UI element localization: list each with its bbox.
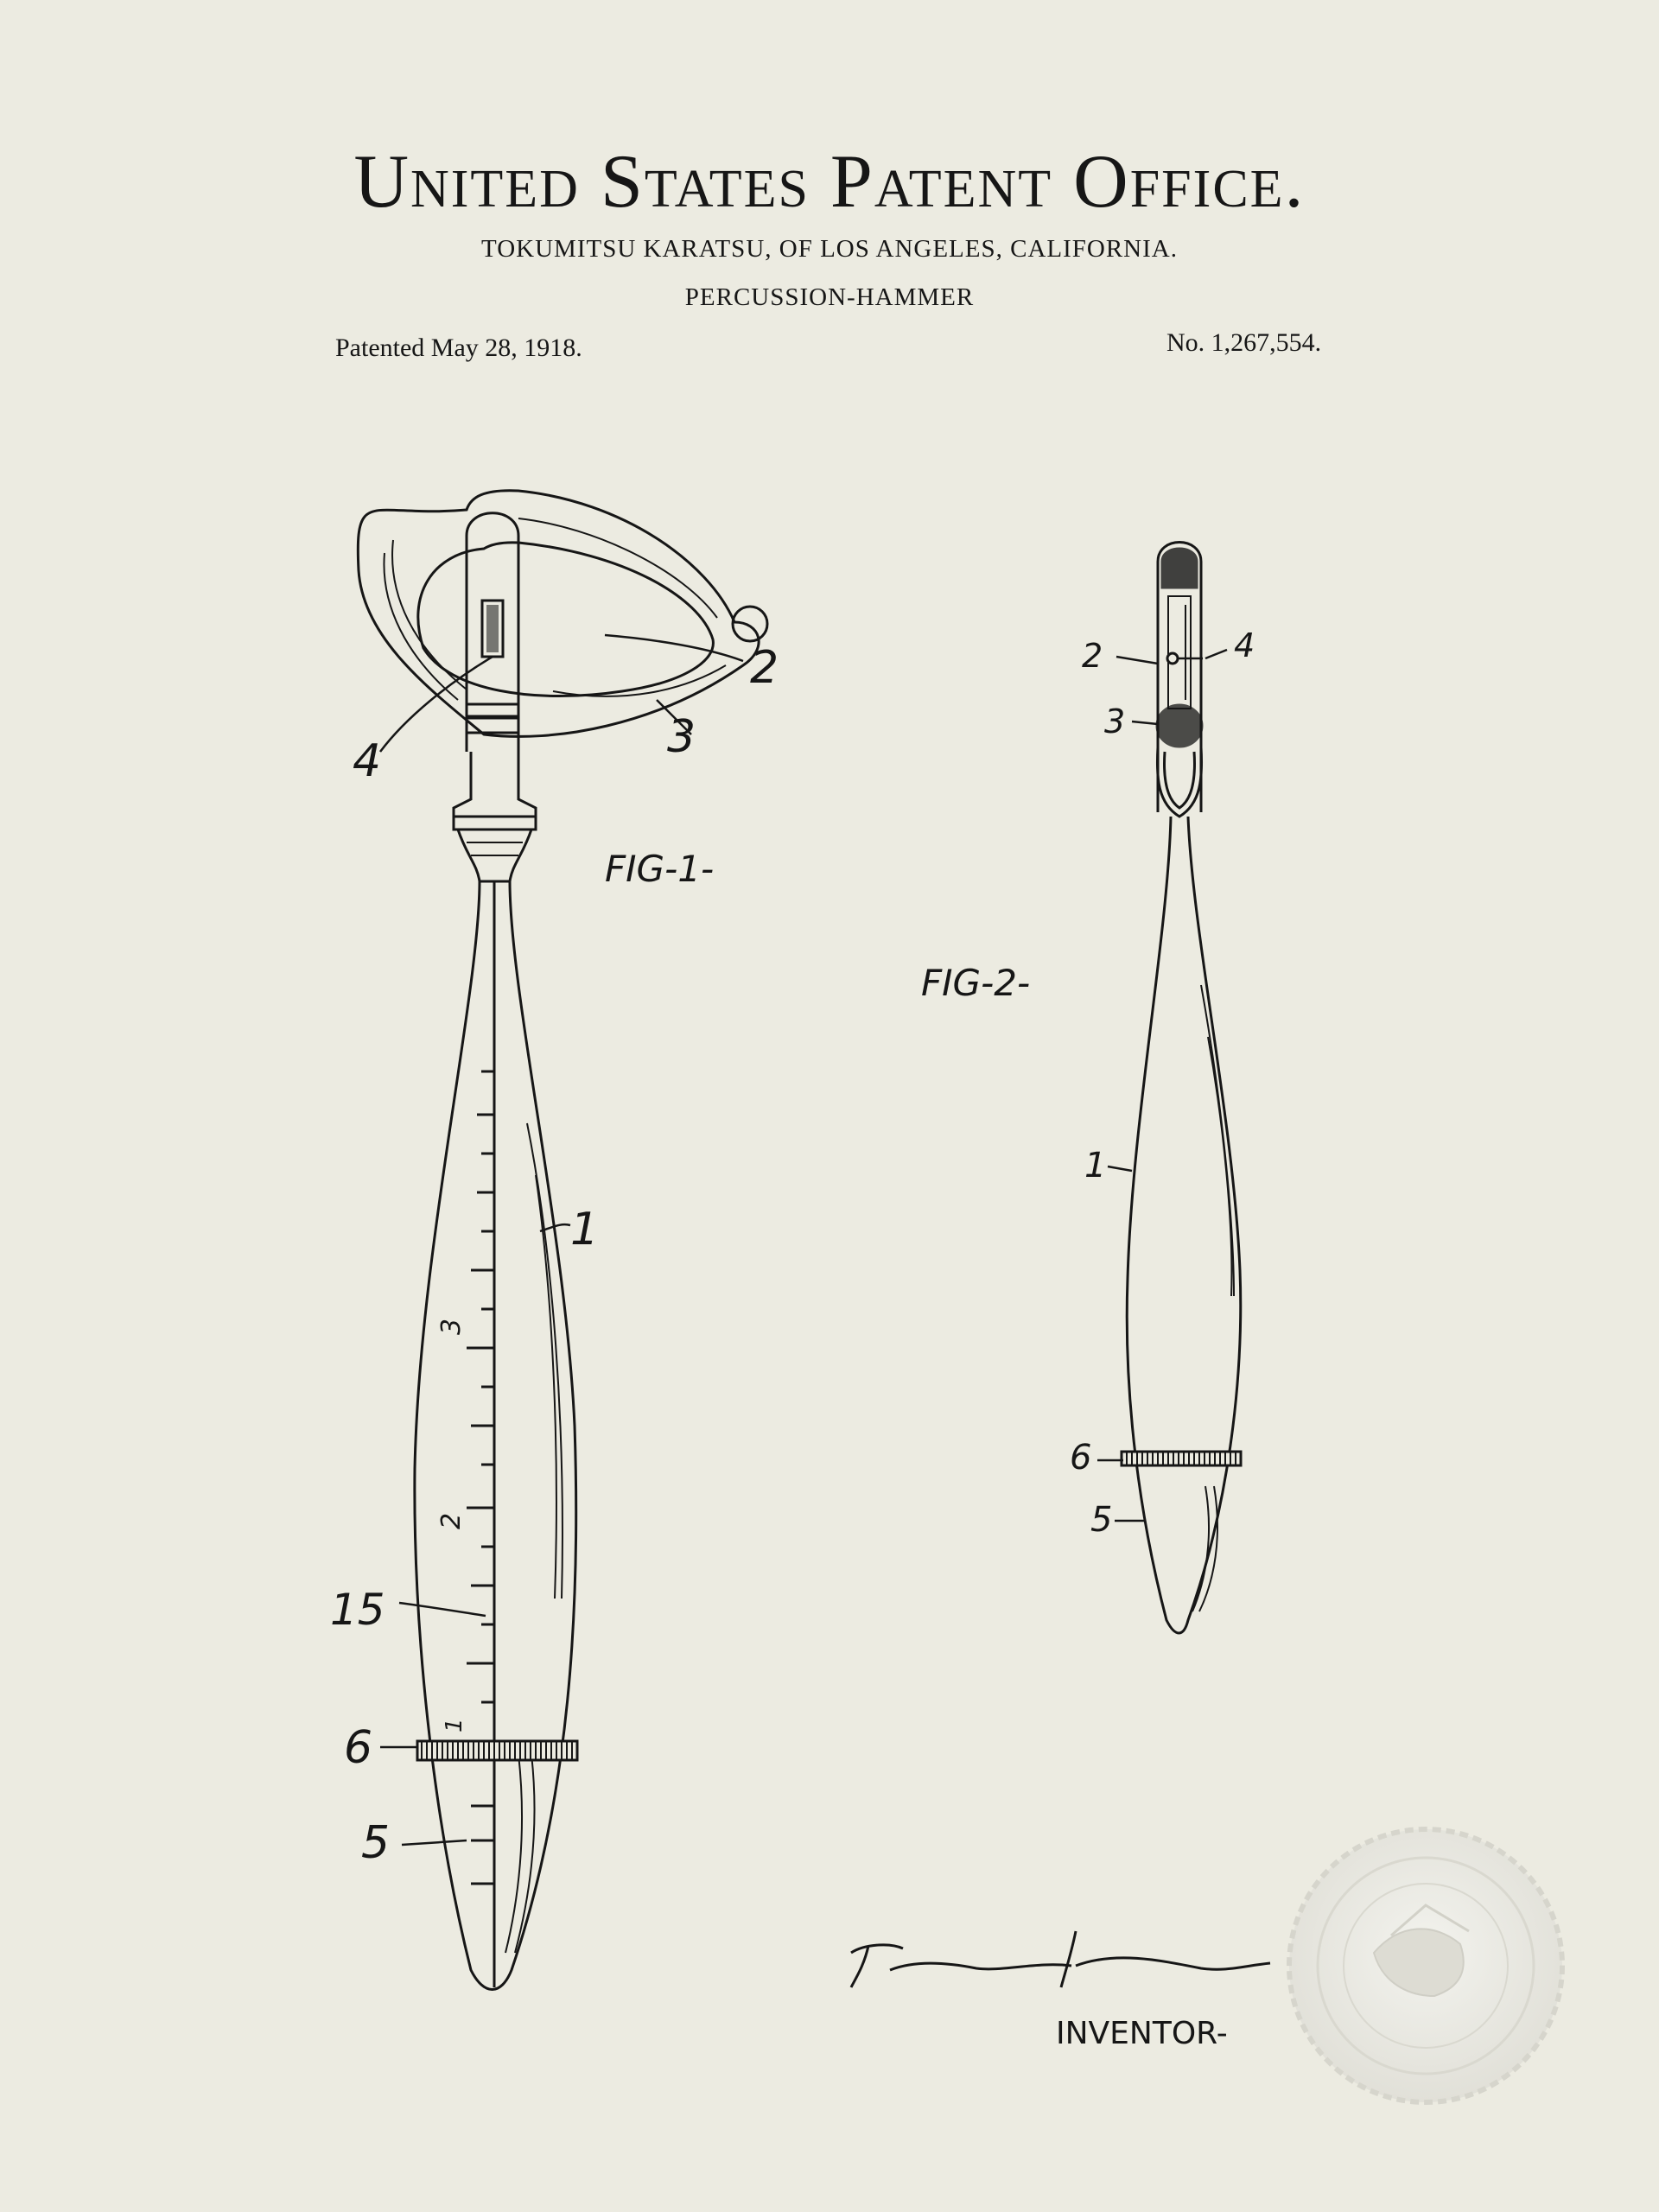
fig2-handle — [1127, 817, 1241, 1633]
fig2-ref-6: 6 — [1070, 1438, 1092, 1478]
fig1-label: FIG-1- — [605, 848, 715, 890]
fig1-scale — [467, 1071, 494, 1884]
fig1-ref-5: 5 — [361, 1817, 391, 1869]
fig1-scale-mark-2: 2 — [436, 1512, 467, 1529]
fig2-ref-1: 1 — [1084, 1146, 1107, 1185]
patent-date: Patented May 28, 1918. — [335, 334, 582, 362]
fig1-band — [417, 1741, 577, 1760]
fig1-ring-knob — [733, 607, 767, 641]
embossed-eagle-seal-icon — [1289, 1829, 1562, 2102]
inventor-line: TOKUMITSU KARATSU, OF LOS ANGELES, CALIFORNIA. — [481, 235, 1178, 263]
fig1-ref-15: 15 — [330, 1585, 385, 1635]
invention-title: PERCUSSION-HAMMER — [684, 283, 975, 311]
fig1-ring-inner — [418, 543, 714, 696]
fig1-scale-mark-1: 1 — [442, 1718, 467, 1732]
fig1-ref-1: 1 — [570, 1204, 600, 1255]
figure-1 — [358, 491, 767, 1990]
fig2-band — [1122, 1452, 1241, 1465]
figure-2 — [1122, 543, 1241, 1634]
patent-number: No. 1,267,554. — [1166, 328, 1322, 357]
fig2-pin — [1167, 653, 1178, 664]
fig2-label: FIG-2- — [921, 962, 1031, 1004]
fig1-scale-mark-3: 3 — [436, 1318, 467, 1335]
fig2-ref-4: 4 — [1234, 626, 1255, 664]
office-title: United States Patent Office. — [353, 140, 1306, 224]
fig1-ref-3: 3 — [667, 711, 696, 763]
fig2-rubber — [1157, 705, 1202, 747]
inventor-signature — [851, 1931, 1270, 1987]
fig2-ref-5: 5 — [1090, 1500, 1113, 1540]
fig1-ref-6: 6 — [344, 1722, 373, 1774]
inventor-label: INVENTOR- — [1056, 2016, 1228, 2051]
fig1-ref-4: 4 — [353, 735, 382, 787]
fig2-leaders — [1097, 650, 1227, 1521]
fig2-ref-3: 3 — [1104, 702, 1126, 741]
fig1-ref-2: 2 — [750, 642, 779, 694]
fig2-ref-2: 2 — [1082, 637, 1103, 675]
